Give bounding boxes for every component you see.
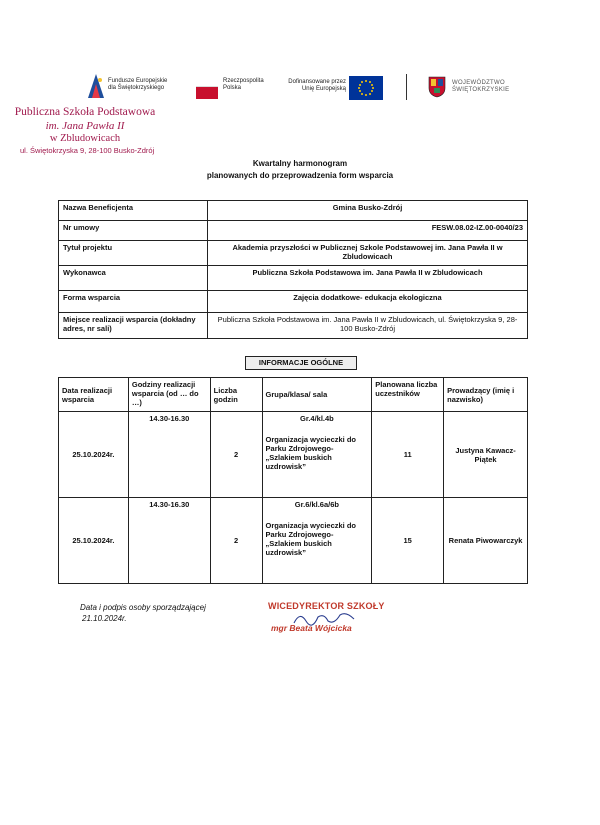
info-value: Akademia przyszłości w Publicznej Szkole Podstawowej im. Jana Pawła II w Zbludowicach <box>208 241 528 266</box>
table-row <box>59 498 528 584</box>
school-name: Publiczna Szkoła Podstawowa <box>14 106 156 118</box>
rp-flag-icon <box>196 86 218 99</box>
info-value: Publiczna Szkoła Podstawowa im. Jana Pawła II w Zbludowicach, ul. Świętokrzyska 9, 28-100 Busko-Zdrój <box>208 313 528 339</box>
info-label: Nazwa Beneficjenta <box>59 201 208 221</box>
col-header: Planowana liczba uczestników <box>372 378 444 412</box>
col-header: Godziny realizacji wsparcia (od … do …) <box>128 378 210 412</box>
row-leader: Renata Piwowarczyk <box>444 498 528 584</box>
row-hour-count: 2 <box>210 412 262 498</box>
info-row <box>59 266 528 291</box>
row-hour-count: 2 <box>210 498 262 584</box>
row-group-cell <box>262 498 372 584</box>
info-row <box>59 221 528 241</box>
eu-text: Dofinansowane przez Unię Europejską <box>288 79 346 92</box>
eu-flag-icon <box>349 76 383 100</box>
row-date: 25.10.2024r. <box>59 498 129 584</box>
col-header: Grupa/klasa/ sala <box>262 378 372 412</box>
section-label: INFORMACJE OGÓLNE <box>245 356 357 370</box>
school-town: w Zbludowicach <box>49 133 121 144</box>
stamp-title: WICEDYREKTOR SZKOŁY <box>268 601 385 611</box>
header-divider <box>406 74 407 100</box>
signature-caption: Data i podpis osoby sporządzającej <box>80 603 206 612</box>
info-value: Gmina Busko-Zdrój <box>208 201 528 221</box>
voivodeship-crest-icon <box>428 76 446 98</box>
stamp-name: mgr Beata Wójcicka <box>271 623 352 633</box>
signature-caption-block <box>80 602 206 624</box>
school-address: ul. Świętokrzyska 9, 28-100 Busko-Zdrój <box>20 146 155 155</box>
row-group: Gr.4/kl.4b <box>300 414 334 423</box>
fe-logo-text: Fundusze Europejskie dla Świętokrzyskiego <box>108 78 168 91</box>
row-participants: 15 <box>372 498 444 584</box>
row-group: Gr.6/kl.6a/6b <box>294 500 339 509</box>
info-label: Nr umowy <box>59 221 208 241</box>
voivodeship-text: WOJEWÓDZTWO ŚWIĘTOKRZYSKIE <box>452 80 510 93</box>
info-row <box>59 291 528 313</box>
table-row <box>59 412 528 498</box>
row-date: 25.10.2024r. <box>59 412 129 498</box>
row-hours: 14.30-16.30 <box>128 412 210 498</box>
schedule-table <box>58 377 528 584</box>
info-label: Wykonawca <box>59 266 208 291</box>
schedule-header-row <box>59 378 528 412</box>
info-row <box>59 241 528 266</box>
beneficiary-info-table <box>58 200 528 339</box>
col-header: Prowadzący (imię i nazwisko) <box>444 378 528 412</box>
info-value: Zajęcia dodatkowe- edukacja ekologiczna <box>208 291 528 313</box>
row-activity: Organizacja wycieczki do Parku Zdrojowego- „Szlakiem buskich uzdrowisk” <box>265 521 357 557</box>
info-row <box>59 201 528 221</box>
fe-logo-icon <box>86 72 106 100</box>
row-activity: Organizacja wycieczki do Parku Zdrojowego- „Szlakiem buskich uzdrowisk” <box>265 435 357 471</box>
rp-text: Rzeczpospolita Polska <box>223 78 264 91</box>
col-header: Liczba godzin <box>210 378 262 412</box>
row-leader: Justyna Kawacz-Piątek <box>444 412 528 498</box>
info-label: Tytuł projektu <box>59 241 208 266</box>
document-title: Kwartalny harmonogram planowanych do przeprowadzenia form wsparcia <box>206 159 394 180</box>
signature-date: 21.10.2024r. <box>82 614 127 623</box>
info-value: Publiczna Szkoła Podstawowa im. Jana Pawła II w Zbludowicach <box>208 266 528 291</box>
info-label: Miejsce realizacji wsparcia (dokładny adres, nr sali) <box>59 313 208 339</box>
row-hours: 14.30-16.30 <box>128 498 210 584</box>
info-row <box>59 313 528 339</box>
info-value: FESW.08.02-IZ.00-0040/23 <box>208 221 528 241</box>
col-header: Data realizacji wsparcia <box>59 378 129 412</box>
info-label: Forma wsparcia <box>59 291 208 313</box>
school-patron: im. Jana Pawła II <box>45 120 125 132</box>
row-participants: 11 <box>372 412 444 498</box>
row-group-cell <box>262 412 372 498</box>
